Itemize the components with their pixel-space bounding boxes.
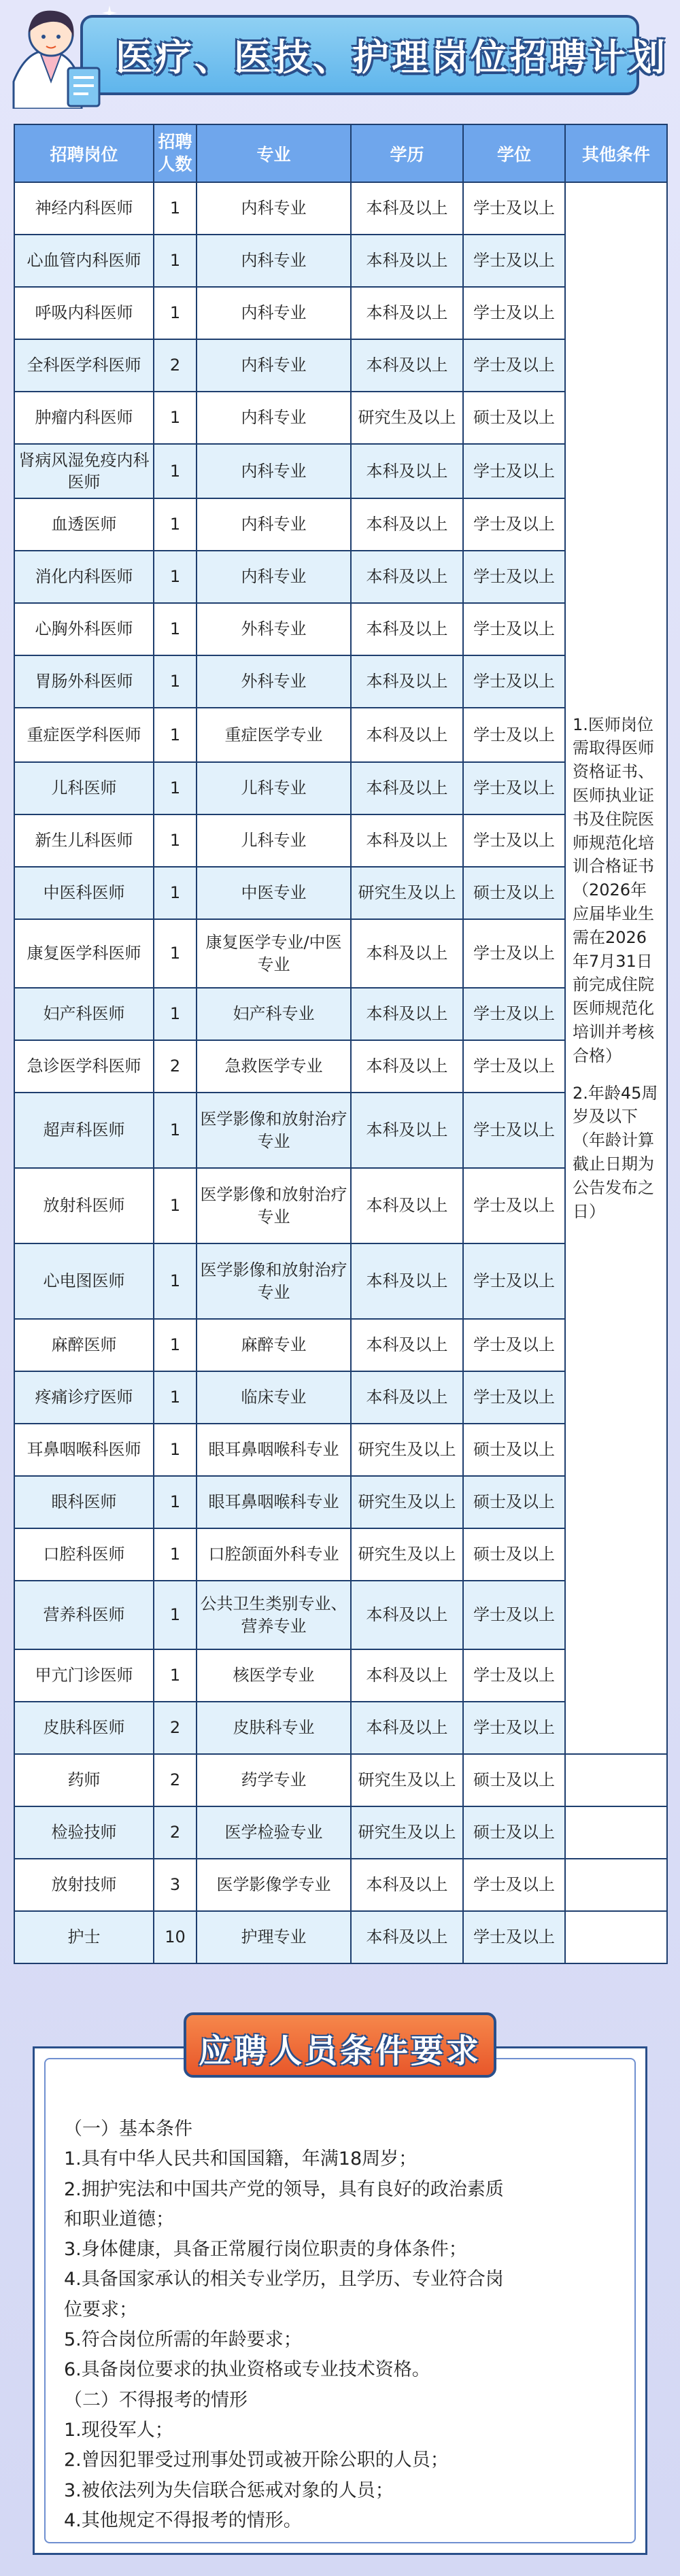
education-cell: 本科及以上 [351,814,463,867]
count-cell: 1 [154,814,197,867]
requirement-line: 3.身体健康，具备正常履行岗位职责的身体条件； [64,2239,467,2261]
post-cell: 耳鼻咽喉科医师 [14,1424,154,1476]
spacer [573,1068,660,1082]
degree-cell: 硕士及以上 [463,1424,565,1476]
degree-cell: 学士及以上 [463,988,565,1040]
education-cell: 研究生及以上 [351,1528,463,1581]
degree-cell: 硕士及以上 [463,867,565,919]
major-cell: 妇产科专业 [197,988,351,1040]
table-row [14,1806,667,1859]
post-cell: 药师 [14,1754,154,1806]
degree-cell: 学士及以上 [463,1911,565,1963]
major-cell: 医学影像和放射治疗专业 [197,1093,351,1168]
other-conditions-cell [565,182,667,1754]
degree-cell: 学士及以上 [463,1371,565,1424]
major-cell: 外科专业 [197,603,351,655]
education-cell: 本科及以上 [351,919,463,988]
major-cell: 临床专业 [197,1371,351,1424]
major-cell: 内科专业 [197,444,351,498]
education-cell: 本科及以上 [351,444,463,498]
education-cell: 本科及以上 [351,1319,463,1371]
education-cell: 本科及以上 [351,1040,463,1093]
major-cell: 内科专业 [197,551,351,603]
count-cell: 2 [154,339,197,392]
column-header-post: 招聘岗位 [14,124,154,182]
post-cell: 儿科医师 [14,762,154,814]
degree-cell: 学士及以上 [463,235,565,287]
major-cell: 中医专业 [197,867,351,919]
count-cell: 2 [154,1754,197,1806]
post-cell: 急诊医学科医师 [14,1040,154,1093]
education-cell: 本科及以上 [351,498,463,551]
header [0,0,680,109]
education-cell: 本科及以上 [351,1371,463,1424]
post-cell: 新生儿科医师 [14,814,154,867]
count-cell: 1 [154,655,197,708]
requirement-line: 1.具有中华人民共和国国籍，年满18周岁； [64,2148,418,2170]
other-empty-cell [565,1806,667,1859]
degree-cell: 学士及以上 [463,444,565,498]
requirement-line: 1.现役军人； [64,2419,173,2441]
education-cell: 本科及以上 [351,1702,463,1754]
recruitment-plan-table [14,124,668,1964]
post-cell: 心电图医师 [14,1243,154,1319]
other-condition-1: 1.医师岗位需取得医师资格证书、医师执业证书及住院医师规范化培训合格证书（2026年应届毕业生需在2026年7月31日前完成住院医师规范化培训并考核合格） [573,715,654,1065]
education-cell: 本科及以上 [351,1168,463,1243]
degree-cell: 学士及以上 [463,762,565,814]
degree-cell: 学士及以上 [463,1649,565,1702]
post-cell: 心血管内科医师 [14,235,154,287]
other-condition-2: 2.年龄45周岁及以下（年龄计算截止日期为公告发布之日） [573,1083,658,1221]
post-cell: 消化内科医师 [14,551,154,603]
post-cell: 呼吸内科医师 [14,287,154,339]
count-cell: 1 [154,919,197,988]
post-cell: 检验技师 [14,1806,154,1859]
count-cell: 1 [154,551,197,603]
major-cell: 麻醉专业 [197,1319,351,1371]
post-cell: 重症医学科医师 [14,708,154,762]
count-cell: 1 [154,1168,197,1243]
degree-cell: 学士及以上 [463,814,565,867]
education-cell: 研究生及以上 [351,867,463,919]
requirements-title: 应聘人员条件要求 [198,2032,481,2070]
doctor-illustration-icon [0,0,116,109]
degree-cell: 学士及以上 [463,1168,565,1243]
column-header-other: 其他条件 [565,124,667,182]
degree-cell: 学士及以上 [463,182,565,235]
degree-cell: 学士及以上 [463,1319,565,1371]
major-cell: 内科专业 [197,287,351,339]
major-cell: 急救医学专业 [197,1040,351,1093]
count-cell: 1 [154,392,197,444]
count-cell: 2 [154,1702,197,1754]
degree-cell: 学士及以上 [463,1040,565,1093]
recruitment-table [14,124,666,1964]
requirement-line: （一）基本条件 [64,2118,192,2140]
degree-cell: 硕士及以上 [463,1528,565,1581]
column-header-degree: 学位 [463,124,565,182]
major-cell: 眼耳鼻咽喉科专业 [197,1476,351,1528]
requirement-line: 4.其他规定不得报考的情形。 [64,2509,302,2531]
post-cell: 胃肠外科医师 [14,655,154,708]
post-cell: 营养科医师 [14,1581,154,1649]
degree-cell: 学士及以上 [463,603,565,655]
major-cell: 核医学专业 [197,1649,351,1702]
requirement-line: 2.曾因犯罪受过刑事处罚或被开除公职的人员； [64,2450,449,2471]
count-cell: 1 [154,603,197,655]
degree-cell: 硕士及以上 [463,1754,565,1806]
requirement-line: 3.被依法列为失信联合惩戒对象的人员； [64,2479,394,2501]
education-cell: 本科及以上 [351,182,463,235]
major-cell: 医学影像和放射治疗专业 [197,1168,351,1243]
column-header-count: 招聘 人数 [154,124,197,182]
count-cell: 1 [154,1476,197,1528]
table-header-row [14,124,667,182]
post-cell: 超声科医师 [14,1093,154,1168]
degree-cell: 硕士及以上 [463,392,565,444]
other-empty-cell [565,1754,667,1806]
education-cell: 本科及以上 [351,655,463,708]
major-cell: 公共卫生类别专业、营养专业 [197,1581,351,1649]
post-cell: 心胸外科医师 [14,603,154,655]
requirement-line: 2.拥护宪法和中国共产党的领导，具有良好的政治素质 [64,2178,504,2200]
requirement-line: （二）不得报考的情形 [64,2389,248,2411]
degree-cell: 学士及以上 [463,1581,565,1649]
degree-cell: 硕士及以上 [463,1806,565,1859]
major-cell: 儿科专业 [197,762,351,814]
major-cell: 内科专业 [197,339,351,392]
education-cell: 本科及以上 [351,1093,463,1168]
requirement-line: 5.符合岗位所需的年龄要求； [64,2329,302,2351]
education-cell: 本科及以上 [351,1581,463,1649]
degree-cell: 学士及以上 [463,1243,565,1319]
post-cell: 疼痛诊疗医师 [14,1371,154,1424]
major-cell: 内科专业 [197,498,351,551]
major-cell: 儿科专业 [197,814,351,867]
major-cell: 医学影像学专业 [197,1859,351,1911]
degree-cell: 学士及以上 [463,339,565,392]
count-cell: 1 [154,444,197,498]
table-row [14,182,667,235]
count-cell: 1 [154,235,197,287]
education-cell: 研究生及以上 [351,1476,463,1528]
education-cell: 研究生及以上 [351,1754,463,1806]
major-cell: 重症医学专业 [197,708,351,762]
post-cell: 护士 [14,1911,154,1963]
major-cell: 内科专业 [197,235,351,287]
education-cell: 本科及以上 [351,235,463,287]
requirement-line: 位要求； [64,2299,137,2320]
other-empty-cell [565,1859,667,1911]
degree-cell: 学士及以上 [463,287,565,339]
requirements-list [64,2114,628,2536]
degree-cell: 学士及以上 [463,655,565,708]
post-cell: 肿瘤内科医师 [14,392,154,444]
education-cell: 本科及以上 [351,551,463,603]
degree-cell: 学士及以上 [463,551,565,603]
degree-cell: 学士及以上 [463,498,565,551]
major-cell: 内科专业 [197,182,351,235]
degree-cell: 学士及以上 [463,1702,565,1754]
post-cell: 口腔科医师 [14,1528,154,1581]
table-row [14,1754,667,1806]
degree-cell: 学士及以上 [463,919,565,988]
degree-cell: 学士及以上 [463,1093,565,1168]
count-cell: 1 [154,1243,197,1319]
education-cell: 本科及以上 [351,762,463,814]
count-cell: 1 [154,287,197,339]
count-cell: 1 [154,762,197,814]
count-cell: 1 [154,1528,197,1581]
table-row [14,1859,667,1911]
education-cell: 研究生及以上 [351,392,463,444]
major-cell: 药学专业 [197,1754,351,1806]
major-cell: 护理专业 [197,1911,351,1963]
count-cell: 1 [154,1581,197,1649]
major-cell: 皮肤科专业 [197,1702,351,1754]
count-cell: 1 [154,867,197,919]
degree-cell: 硕士及以上 [463,1476,565,1528]
post-cell: 妇产科医师 [14,988,154,1040]
major-cell: 眼耳鼻咽喉科专业 [197,1424,351,1476]
education-cell: 本科及以上 [351,339,463,392]
count-cell: 1 [154,1093,197,1168]
count-cell: 1 [154,1319,197,1371]
education-cell: 本科及以上 [351,1911,463,1963]
education-cell: 本科及以上 [351,1243,463,1319]
post-cell: 放射科医师 [14,1168,154,1243]
post-cell: 放射技师 [14,1859,154,1911]
column-header-education: 学历 [351,124,463,182]
education-cell: 本科及以上 [351,1859,463,1911]
post-cell: 神经内科医师 [14,182,154,235]
post-cell: 眼科医师 [14,1476,154,1528]
count-cell: 2 [154,1040,197,1093]
major-cell: 口腔颌面外科专业 [197,1528,351,1581]
education-cell: 本科及以上 [351,988,463,1040]
post-cell: 康复医学科医师 [14,919,154,988]
major-cell: 医学检验专业 [197,1806,351,1859]
count-cell: 1 [154,1371,197,1424]
count-cell: 1 [154,1424,197,1476]
count-cell: 1 [154,1649,197,1702]
education-cell: 本科及以上 [351,603,463,655]
post-cell: 肾病风湿免疫内科医师 [14,444,154,498]
education-cell: 研究生及以上 [351,1424,463,1476]
major-cell: 康复医学专业/中医专业 [197,919,351,988]
table-row [14,1911,667,1963]
education-cell: 研究生及以上 [351,1806,463,1859]
page-title: 医疗、医技、护理岗位招聘计划 [116,36,668,79]
education-cell: 本科及以上 [351,1649,463,1702]
count-cell: 1 [154,988,197,1040]
post-cell: 麻醉医师 [14,1319,154,1371]
degree-cell: 学士及以上 [463,1859,565,1911]
count-cell: 1 [154,708,197,762]
education-cell: 本科及以上 [351,287,463,339]
count-cell: 1 [154,498,197,551]
post-cell: 全科医学科医师 [14,339,154,392]
requirement-line: 和职业道德； [64,2208,174,2230]
education-cell: 本科及以上 [351,708,463,762]
column-header-major: 专业 [197,124,351,182]
post-cell: 甲亢门诊医师 [14,1649,154,1702]
count-cell: 2 [154,1806,197,1859]
major-cell: 外科专业 [197,655,351,708]
requirement-line: 6.具备岗位要求的执业资格或专业技术资格。 [64,2359,430,2381]
count-cell: 1 [154,182,197,235]
count-cell: 3 [154,1859,197,1911]
other-empty-cell [565,1911,667,1963]
major-cell: 内科专业 [197,392,351,444]
degree-cell: 学士及以上 [463,708,565,762]
post-cell: 皮肤科医师 [14,1702,154,1754]
post-cell: 中医科医师 [14,867,154,919]
requirement-line: 4.具备国家承认的相关专业学历，且学历、专业符合岗 [64,2269,504,2290]
major-cell: 医学影像和放射治疗专业 [197,1243,351,1319]
post-cell: 血透医师 [14,498,154,551]
count-cell: 10 [154,1911,197,1963]
